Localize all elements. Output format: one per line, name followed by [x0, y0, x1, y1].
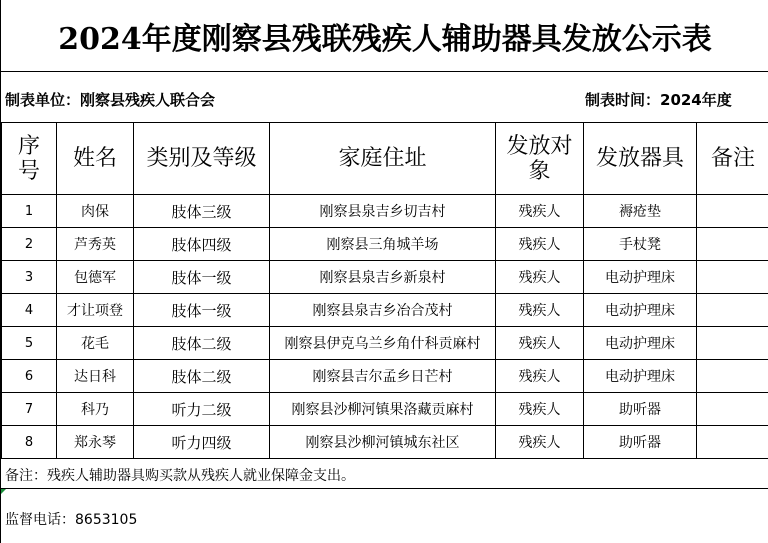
- cell-category: 肢体一级: [134, 294, 270, 327]
- cell-device: 电动护理床: [584, 261, 697, 294]
- cell-remark: [697, 228, 768, 261]
- cell-address: 刚察县沙柳河镇果洛藏贡麻村: [270, 393, 496, 426]
- cell-name: 包德军: [57, 261, 134, 294]
- cell-remark: [697, 195, 768, 228]
- cell-index: 1: [2, 195, 57, 228]
- header-category: 类别及等级: [134, 123, 270, 195]
- cell-name: 郑永琴: [57, 426, 134, 459]
- cell-target: 残疾人: [496, 360, 584, 393]
- cell-category: 肢体二级: [134, 327, 270, 360]
- cell-index: 2: [2, 228, 57, 261]
- distribution-table: [1, 122, 768, 459]
- cell-name: 花毛: [57, 327, 134, 360]
- cell-category: 肢体一级: [134, 261, 270, 294]
- cell-index: 6: [2, 360, 57, 393]
- cell-device: 手杖凳: [584, 228, 697, 261]
- cell-target: 残疾人: [496, 261, 584, 294]
- table-row: [2, 327, 768, 360]
- cell-remark: [697, 327, 768, 360]
- cell-index: 7: [2, 393, 57, 426]
- table-row: [2, 360, 768, 393]
- cell-remark: [697, 294, 768, 327]
- table-row: [2, 228, 768, 261]
- cell-target: 残疾人: [496, 393, 584, 426]
- cell-category: 听力四级: [134, 426, 270, 459]
- header-remark: 备注: [697, 123, 768, 195]
- funding-note: [1, 459, 768, 489]
- supervision-hotline: [1, 489, 768, 543]
- sheet-meta: [1, 72, 768, 122]
- cell-name: 达日科: [57, 360, 134, 393]
- cell-address: 刚察县泉吉乡切吉村: [270, 195, 496, 228]
- cell-name: 才让项登: [57, 294, 134, 327]
- cell-remark: [697, 393, 768, 426]
- cell-remark: [697, 261, 768, 294]
- cell-device: 助听器: [584, 393, 697, 426]
- cell-name: 芦秀英: [57, 228, 134, 261]
- cell-remark: [697, 426, 768, 459]
- cell-device: 电动护理床: [584, 360, 697, 393]
- cell-category: 肢体二级: [134, 360, 270, 393]
- cell-address: 刚察县泉吉乡新泉村: [270, 261, 496, 294]
- cell-name: 科乃: [57, 393, 134, 426]
- header-name: 姓名: [57, 123, 134, 195]
- issue-time: 制表时间：2024年度: [585, 91, 732, 109]
- cell-target: 残疾人: [496, 195, 584, 228]
- cell-address: 刚察县沙柳河镇城东社区: [270, 426, 496, 459]
- cell-name: 肉保: [57, 195, 134, 228]
- cell-target: 残疾人: [496, 426, 584, 459]
- supervision-phone: 8653105: [75, 512, 138, 528]
- cell-index: 4: [2, 294, 57, 327]
- page-title: 2024年度刚察县残联残疾人辅助器具发放公示表: [1, 0, 768, 72]
- cell-address: 刚察县三角城羊场: [270, 228, 496, 261]
- cell-address: 刚察县泉吉乡冶合茂村: [270, 294, 496, 327]
- cell-remark: [697, 360, 768, 393]
- table-row: [2, 261, 768, 294]
- cell-target: 残疾人: [496, 228, 584, 261]
- cell-address: 刚察县伊克乌兰乡角什科贡麻村: [270, 327, 496, 360]
- header-index: 序号: [2, 123, 57, 195]
- cell-index: 5: [2, 327, 57, 360]
- cell-index: 3: [2, 261, 57, 294]
- cell-device: 电动护理床: [584, 294, 697, 327]
- issuing-unit: 制表单位：刚察县残疾人联合会: [5, 91, 216, 109]
- funding-note-text: 备注：残疾人辅助器具购买款从残疾人就业保障金支出。: [5, 468, 355, 484]
- cell-target: 残疾人: [496, 327, 584, 360]
- supervision-line: [5, 509, 137, 529]
- table-header-row: [2, 123, 768, 195]
- table-row: [2, 195, 768, 228]
- supervision-label: 监督电话：: [5, 512, 75, 528]
- header-address: 家庭住址: [270, 123, 496, 195]
- cell-category: 听力二级: [134, 393, 270, 426]
- cell-category: 肢体三级: [134, 195, 270, 228]
- table-row: [2, 294, 768, 327]
- table-row: [2, 393, 768, 426]
- cell-index: 8: [2, 426, 57, 459]
- cell-device: 助听器: [584, 426, 697, 459]
- cell-device: 褥疮垫: [584, 195, 697, 228]
- cell-target: 残疾人: [496, 294, 584, 327]
- cell-address: 刚察县吉尔孟乡日芒村: [270, 360, 496, 393]
- cell-device: 电动护理床: [584, 327, 697, 360]
- header-target: 发放对象: [496, 123, 584, 195]
- cell-category: 肢体四级: [134, 228, 270, 261]
- header-device: 发放器具: [584, 123, 697, 195]
- table-row: [2, 426, 768, 459]
